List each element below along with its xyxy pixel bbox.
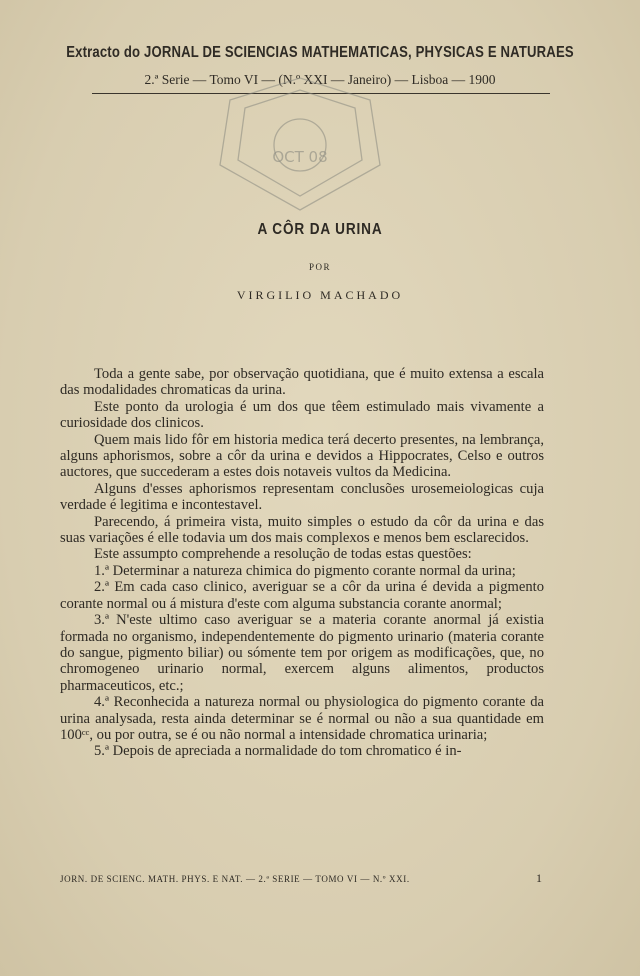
paragraph: 3.ª N'este ultimo caso averiguar se a materia corante anormal já existia formada no organismo, independentemente do pigmento urinario (materia corante do sangue, pigmento biliar) ou sómente tem por origem as modificações, que, no chromogeneo urinario normal, exercem alguns alimentos, productos pharmaceuticos, etc.;: [60, 612, 544, 694]
paragraph: Quem mais lido fôr em historia medica terá decerto presentes, na lembrança, alguns aphorismos, sobre a côr da urina e devidos a Hippocrates, Celso e outros auctores, que succederam a estes dois notaveis vultos da Medicina.: [60, 431, 544, 481]
paragraph: Este assumpto comprehende a resolução de todas estas questões:: [94, 546, 472, 563]
paragraph: Este ponto da urologia é um dos que têem estimulado mais vivamente a curiosidade dos clinicos.: [60, 398, 544, 432]
paragraph: 1.ª Determinar a natureza chimica do pigmento corante normal da urina;: [94, 562, 516, 579]
page-footer: [60, 871, 542, 886]
library-stamp-icon: [190, 70, 410, 220]
paragraph: Toda a gente sabe, por observação quotidiana, que é muito extensa a escala das modalidades chromaticas da urina.: [60, 366, 544, 399]
paragraph: 5.ª Depois de apreciada a normalidade do tom chromatico é in-: [94, 743, 462, 760]
paragraph: Parecendo, á primeira vista, muito simples o estudo da côr da urina e das suas variações é elle todavia um dos mais complexos e menos bem esclarecidos.: [60, 513, 544, 547]
paragraph: 2.ª Em cada caso clinico, averiguar se a côr da urina é devida a pigmento corante normal ou á mistura d'este com alguma substancia corante anormal;: [60, 579, 544, 612]
byline-por: POR: [308, 262, 331, 272]
series-line: 2.ª Serie — Tomo VI — (N.º XXI — Janeiro) — Lisboa — 1900: [144, 72, 496, 87]
stamp-date: OCT 08: [272, 148, 328, 166]
article-title: A CÔR DA URINA: [257, 221, 383, 238]
article-body: [60, 366, 544, 760]
footer-citation: JORN. DE SCIENC. MATH. PHYS. E NAT. — 2.ª SERIE — TOMO VI — N.º XXI.: [60, 874, 410, 884]
page-number: 1: [536, 871, 542, 885]
author-name: VIRGILIO MACHADO: [236, 288, 404, 302]
paragraph: Alguns d'esses aphorismos representam conclusões urosemeiologicas cuja verdade é legitima e incontestavel.: [60, 480, 544, 514]
paragraph: 4.ª Reconhecida a natureza normal ou physiologica do pigmento corante da urina analysada, resta ainda determinar se é normal ou não a sua quantidade em 100ᶜᶜ, ou por outra, se é ou não normal a intensidade chromatica urinaria;: [60, 694, 544, 743]
journal-header: Extracto do JORNAL DE SCIENCIAS MATHEMATICAS, PHYSICAS E NATURAES: [66, 44, 574, 61]
